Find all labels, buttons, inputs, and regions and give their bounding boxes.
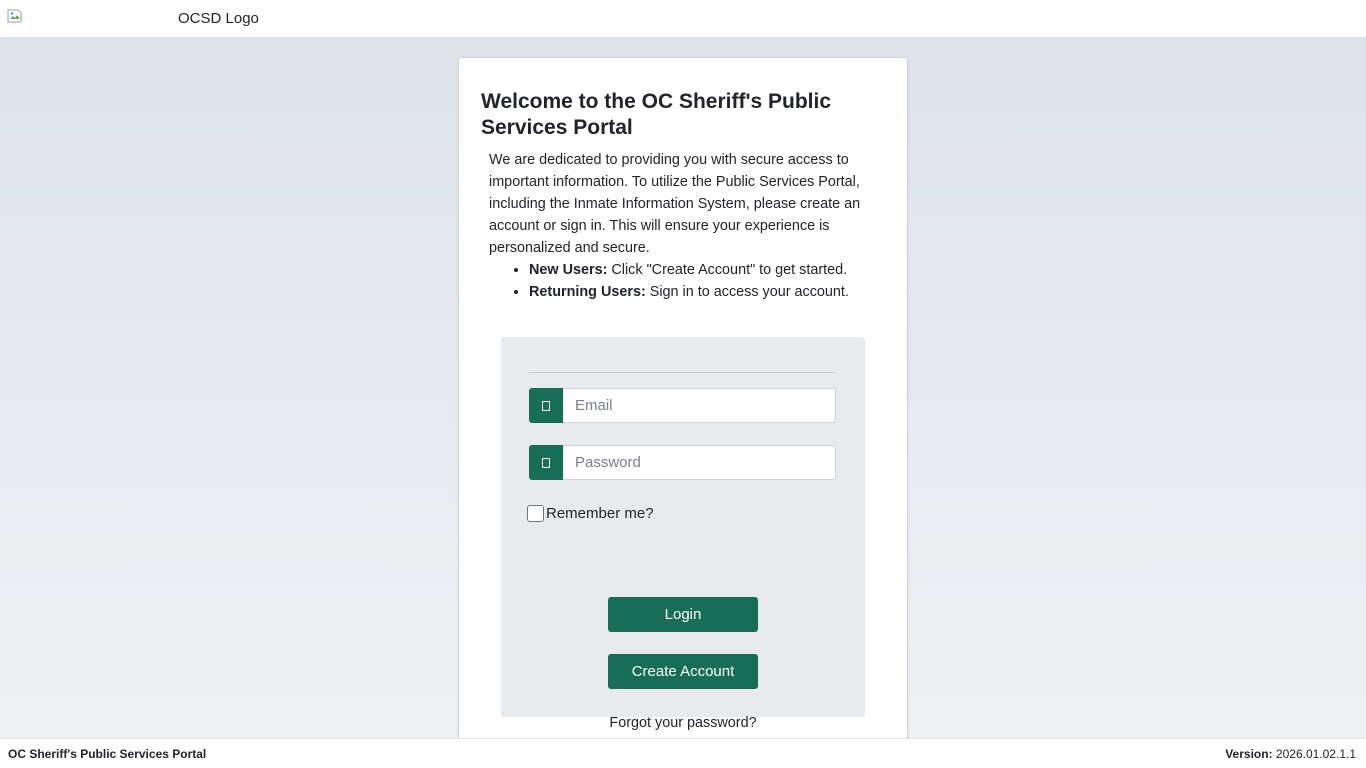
divider xyxy=(529,372,836,373)
welcome-card xyxy=(458,57,908,759)
bullet-text: Click "Create Account" to get started. xyxy=(607,262,848,278)
version-value: 2026.01.02.1.1 xyxy=(1275,747,1356,761)
envelope-icon xyxy=(529,388,563,423)
password-field[interactable] xyxy=(563,445,836,480)
create-account-button[interactable]: Create Account xyxy=(608,654,758,689)
list-item xyxy=(529,281,881,303)
footer-version xyxy=(1225,747,1356,761)
bullet-text: Sign in to access your account. xyxy=(645,284,849,300)
email-field[interactable] xyxy=(563,388,836,423)
footer-portal-name: OC Sheriff's Public Services Portal xyxy=(8,747,207,761)
remember-me[interactable] xyxy=(527,503,654,523)
logo-alt-text: OCSD Logo xyxy=(178,10,259,27)
lock-icon xyxy=(529,445,563,480)
password-input-group xyxy=(529,445,836,480)
email-input-group xyxy=(529,388,836,423)
bullet-label: Returning Users: xyxy=(529,284,646,300)
forgot-password-link[interactable]: Forgot your password? xyxy=(609,715,757,731)
remember-me-checkbox[interactable] xyxy=(527,505,544,522)
bullet-label: New Users: xyxy=(529,262,608,278)
page-title: Welcome to the OC Sheriff's Public Services Portal xyxy=(481,90,831,139)
top-header xyxy=(0,0,1366,38)
login-button[interactable]: Login xyxy=(608,597,758,632)
footer xyxy=(0,738,1366,768)
list-item xyxy=(529,259,881,281)
intro-paragraph: We are dedicated to providing you with secure access to important information. To utilize the Public Services Portal, including the Inmate Information System, please create an account or sign in. This will ensure your experience is personalized and secure. xyxy=(489,152,861,256)
remember-me-label: Remember me? xyxy=(546,504,654,522)
version-label: Version: xyxy=(1225,747,1273,761)
instructions-list xyxy=(489,259,881,303)
broken-image-icon xyxy=(7,8,23,24)
login-form xyxy=(501,337,865,731)
